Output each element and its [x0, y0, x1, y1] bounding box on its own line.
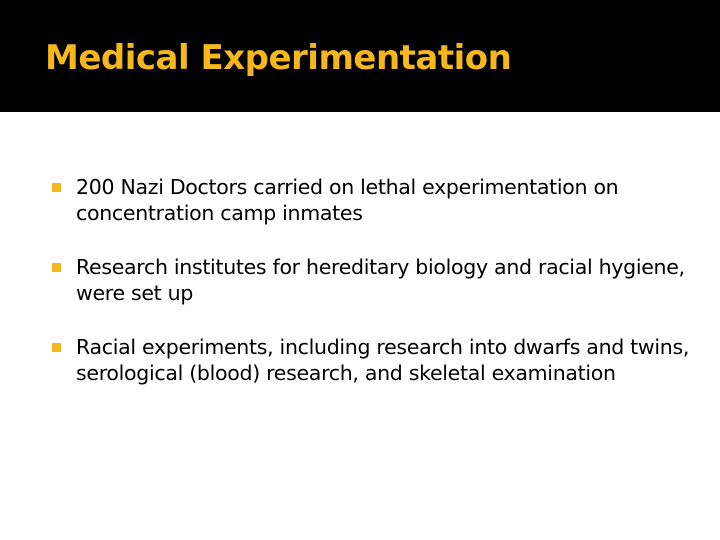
- square-bullet-icon: [52, 343, 61, 352]
- bullet-text: Research institutes for hereditary biology and racial hygiene, were set up: [76, 255, 685, 305]
- square-bullet-icon: [52, 183, 61, 192]
- bullet-item: [52, 334, 692, 386]
- title-bar: [0, 0, 720, 112]
- bullet-text: 200 Nazi Doctors carried on lethal experimentation on concentration camp inmates: [76, 175, 619, 225]
- slide-title: Medical Experimentation: [45, 38, 512, 78]
- bullet-list: [52, 174, 692, 414]
- bullet-item: [52, 174, 692, 226]
- bullet-item: [52, 254, 692, 306]
- square-bullet-icon: [52, 263, 61, 272]
- bullet-text: Racial experiments, including research into dwarfs and twins, serological (blood) research, and skeletal examination: [76, 335, 690, 385]
